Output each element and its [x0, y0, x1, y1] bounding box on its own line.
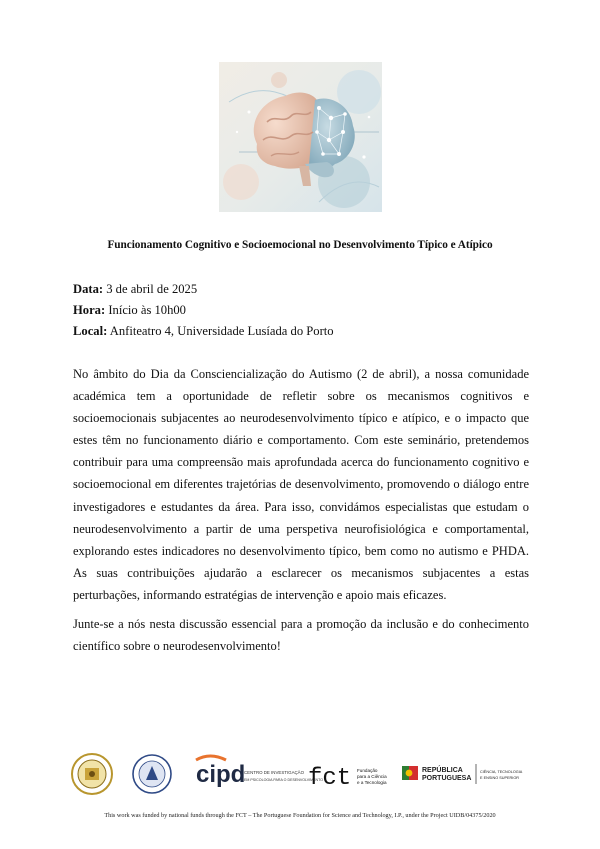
time-line [73, 303, 186, 318]
cipd-main: cipd [196, 761, 246, 788]
date-line [73, 282, 197, 297]
body-paragraph-1: No âmbito do Dia da Consciencialização do Autismo (2 de abril), a nossa comunidade académica tem a oportunidade de refletir sobre os mecanismos cognitivos e socioemocionais subjacentes ao neurodesenvolvimento típico e atípico, e o impacto que estes têm no funcionamento diário e comportamento. Com este seminário, pretendemos contribuir para uma compreensão mais aprofundada acerca do funcionamento cognitivo e socioemocional em diferentes trajetórias de desenvolvimento, promovendo o diálogo entre investigadores e estudantes da área. Para isso, convidámos especialistas que estudam o neurodesenvolvimento a partir de uma perspetiva neurofisiológica e comportamental, explorando estes indicadores no desenvolvimento típico, bem como no autismo e PHDA. As suas contribuições ajudarão a esclarecer os mecanismos subjacentes a estas perturbações, informando estratégias de intervenção e apoio mais eficazes. [73, 367, 529, 602]
partner-logos [70, 748, 530, 800]
rp-main-2: PORTUGUESA [422, 775, 472, 782]
date-label: Data: [73, 282, 104, 296]
brain-illustration [219, 62, 382, 212]
rp-main-1: REPÚBLICA [422, 767, 463, 774]
date-value: 3 de abril de 2025 [103, 282, 198, 296]
time-label: Hora: [73, 303, 106, 317]
cipd-logo [196, 756, 323, 788]
place-line [73, 324, 334, 339]
funding-footer: This work was funded by national funds through the FCT – The Portuguese Foundation for Science and Technology, I.P., under the Project UIDB/04375/2020 [104, 812, 496, 819]
fct-sub-3: e a Tecnologia [357, 780, 387, 785]
document-title: Funcionamento Cognitivo e Socioemocional no Desenvolvimento Típico e Atípico [107, 239, 493, 251]
faculty-seal-icon [133, 755, 171, 793]
rp-sub-1: CIÊNCIA, TECNOLOGIA [480, 770, 523, 774]
body-paragraph-2: Junte-se a nós nesta discussão essencial para a promoção da inclusão e do conhecimento científico sobre o neurodesenvolvimento! [73, 617, 529, 654]
place-value: Anfiteatro 4, Universidade Lusíada do Porto [107, 324, 334, 338]
fct-main: fct [308, 765, 352, 792]
time-value: Início às 10h00 [105, 303, 186, 317]
fct-logo [308, 765, 387, 792]
rp-sub-2: E ENSINO SUPERIOR [480, 776, 520, 780]
fct-sub-2: para a Ciência [357, 774, 387, 779]
lusiada-seal-icon [72, 754, 112, 794]
fct-sub-1: Fundação [357, 768, 378, 773]
cipd-sub-2: EM PSICOLOGIA PARA O DESENVOLVIMENTO [244, 778, 324, 782]
cipd-sub-1: CENTRO DE INVESTIGAÇÃO [244, 770, 305, 775]
republica-portuguesa-logo [402, 764, 523, 784]
place-label: Local: [73, 324, 108, 338]
